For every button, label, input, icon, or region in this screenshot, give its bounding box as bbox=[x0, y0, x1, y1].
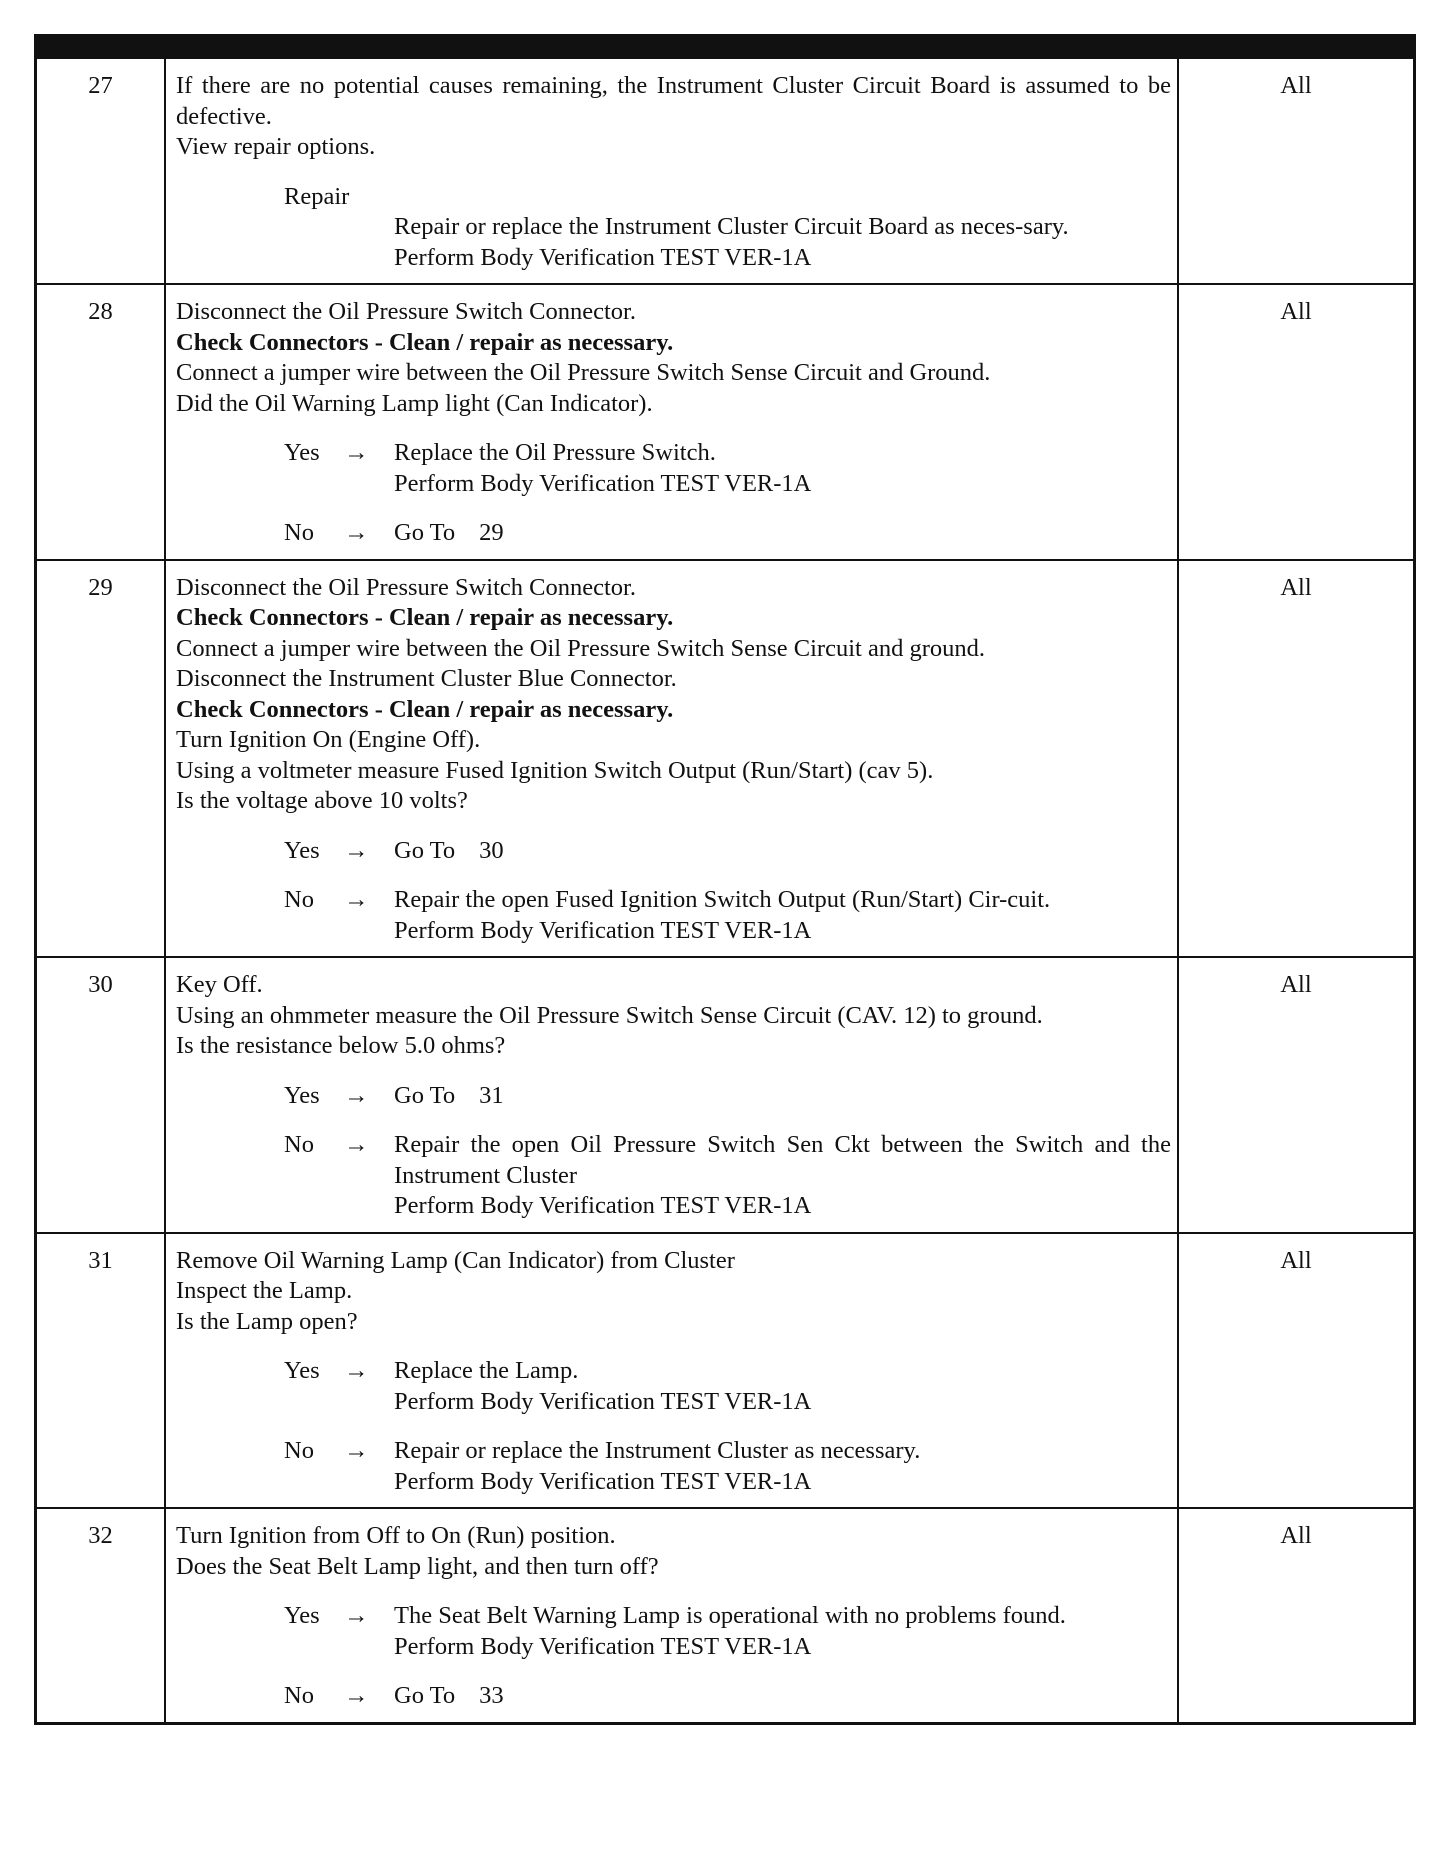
goto-step-number: 31 bbox=[479, 1081, 504, 1109]
yes-outcome bbox=[284, 438, 1171, 499]
result-line: Repair the open Oil Pressure Switch Sen Ckt between the Switch and the Instrument Cluster bbox=[394, 1131, 1171, 1189]
instruction-line: Is the Lamp open? bbox=[176, 1307, 358, 1335]
yes-label: Yes bbox=[284, 836, 320, 864]
no-label: No bbox=[284, 1682, 314, 1709]
result-line: Repair the open Fused Ignition Switch Output (Run/Start) Cir-cuit. bbox=[394, 886, 1051, 913]
step-number: 31 bbox=[37, 1233, 165, 1509]
arrow-icon: → bbox=[344, 1131, 369, 1158]
table-row bbox=[37, 1508, 1413, 1722]
instruction-line: Key Off. bbox=[176, 971, 263, 998]
instruction-line: Did the Oil Warning Lamp light (Can Indicator). bbox=[176, 389, 653, 417]
instruction-line: Disconnect the Oil Pressure Switch Connector. bbox=[176, 573, 636, 601]
check-connectors-note: Check Connectors - Clean / repair as necessary. bbox=[176, 328, 674, 356]
no-label: No bbox=[284, 1437, 314, 1464]
no-label: No bbox=[284, 1131, 314, 1158]
step-instructions bbox=[165, 1233, 1178, 1509]
yes-result bbox=[394, 1356, 1171, 1417]
arrow-icon: → bbox=[344, 1602, 369, 1629]
step-instructions bbox=[165, 284, 1178, 560]
instruction-line: Using an ohmmeter measure the Oil Pressure Switch Sense Circuit (CAV. 12) to ground. bbox=[176, 1001, 1043, 1029]
step-instructions bbox=[165, 957, 1178, 1233]
instruction-line: Turn Ignition On (Engine Off). bbox=[176, 726, 481, 753]
arrow-icon: → bbox=[344, 1357, 369, 1384]
no-outcome bbox=[284, 1681, 1171, 1712]
table-row bbox=[37, 284, 1413, 560]
diagnostic-test-table bbox=[34, 34, 1416, 1725]
result-line: Perform Body Verification TEST VER-1A bbox=[394, 1192, 812, 1219]
arrow-icon: → bbox=[344, 1081, 369, 1109]
applicability: All bbox=[1178, 284, 1413, 560]
result-line: Perform Body Verification TEST VER-1A bbox=[394, 1467, 812, 1495]
arrow-icon: → bbox=[344, 439, 369, 466]
steps-table-body bbox=[37, 59, 1413, 1722]
table-row bbox=[37, 1233, 1413, 1509]
applicability: All bbox=[1178, 560, 1413, 958]
step-instructions bbox=[165, 59, 1178, 284]
arrow-icon: → bbox=[344, 1437, 369, 1464]
result-line: Perform Body Verification TEST VER-1A bbox=[394, 916, 812, 944]
goto-label: Go To bbox=[394, 1081, 456, 1109]
goto-step-number: 33 bbox=[479, 1682, 504, 1709]
step-number: 27 bbox=[37, 59, 165, 284]
result-line: The Seat Belt Warning Lamp is operational with no problems found. bbox=[394, 1602, 1066, 1629]
table-header-bar bbox=[37, 37, 1413, 59]
check-connectors-note: Check Connectors - Clean / repair as necessary. bbox=[176, 695, 674, 723]
repair-line: Perform Body Verification TEST VER-1A bbox=[394, 243, 812, 271]
table-row bbox=[37, 957, 1413, 1233]
yes-outcome bbox=[284, 1601, 1171, 1662]
arrow-icon: → bbox=[344, 836, 369, 864]
no-label: No bbox=[284, 519, 314, 546]
result-line: Perform Body Verification TEST VER-1A bbox=[394, 1387, 812, 1415]
no-outcome bbox=[284, 1436, 1171, 1497]
repair-instructions bbox=[394, 212, 1171, 273]
arrow-icon: → bbox=[344, 519, 369, 546]
yes-label: Yes bbox=[284, 1602, 320, 1629]
instruction-line: Using a voltmeter measure Fused Ignition Switch Output (Run/Start) (cav 5). bbox=[176, 756, 934, 784]
applicability: All bbox=[1178, 59, 1413, 284]
goto-label: Go To bbox=[394, 1682, 456, 1709]
instruction-line: Is the resistance below 5.0 ohms? bbox=[176, 1032, 506, 1059]
no-result bbox=[394, 1436, 1171, 1497]
yes-outcome bbox=[284, 1356, 1171, 1417]
goto-step-number: 30 bbox=[479, 836, 504, 864]
no-outcome bbox=[284, 885, 1171, 946]
instruction-line: Connect a jumper wire between the Oil Pressure Switch Sense Circuit and Ground. bbox=[176, 359, 991, 386]
result-line: Replace the Lamp. bbox=[394, 1357, 579, 1384]
goto-step-number: 29 bbox=[479, 519, 504, 546]
check-connectors-note: Check Connectors - Clean / repair as necessary. bbox=[176, 604, 674, 631]
yes-label: Yes bbox=[284, 1357, 320, 1384]
goto-label: Go To bbox=[394, 836, 456, 864]
result-line: Perform Body Verification TEST VER-1A bbox=[394, 469, 812, 497]
instruction-line: View repair options. bbox=[176, 133, 376, 160]
applicability: All bbox=[1178, 1508, 1413, 1722]
no-label: No bbox=[284, 886, 314, 913]
yes-label: Yes bbox=[284, 439, 320, 466]
instruction-line: Remove Oil Warning Lamp (Can Indicator) from Cluster bbox=[176, 1246, 735, 1274]
result-line: Perform Body Verification TEST VER-1A bbox=[394, 1632, 812, 1660]
table-row bbox=[37, 560, 1413, 958]
step-instructions bbox=[165, 1508, 1178, 1722]
no-outcome bbox=[284, 518, 1171, 549]
result-line: Repair or replace the Instrument Cluster as necessary. bbox=[394, 1437, 921, 1464]
step-number: 28 bbox=[37, 284, 165, 560]
no-result bbox=[394, 1130, 1171, 1222]
no-result bbox=[394, 885, 1171, 946]
goto-label: Go To bbox=[394, 519, 456, 546]
step-number: 32 bbox=[37, 1508, 165, 1722]
instruction-line: Is the voltage above 10 volts? bbox=[176, 787, 468, 814]
arrow-icon: → bbox=[344, 886, 369, 913]
repair-line: Repair or replace the Instrument Cluster Circuit Board as neces-sary. bbox=[394, 213, 1069, 240]
no-result bbox=[394, 1681, 1171, 1712]
instruction-line: Turn Ignition from Off to On (Run) position. bbox=[176, 1522, 616, 1549]
arrow-icon: → bbox=[344, 1682, 369, 1709]
step-number: 29 bbox=[37, 560, 165, 958]
instruction-line: If there are no potential causes remaining, the Instrument Cluster Circuit Board is assumed to be defective. bbox=[176, 72, 1171, 130]
applicability: All bbox=[1178, 957, 1413, 1233]
instruction-line: Disconnect the Instrument Cluster Blue Connector. bbox=[176, 665, 677, 692]
yes-label: Yes bbox=[284, 1081, 320, 1109]
step-instructions bbox=[165, 560, 1178, 958]
repair-options bbox=[284, 182, 1171, 274]
instruction-line: Connect a jumper wire between the Oil Pressure Switch Sense Circuit and ground. bbox=[176, 634, 985, 662]
instruction-line: Does the Seat Belt Lamp light, and then turn off? bbox=[176, 1552, 659, 1580]
yes-outcome bbox=[284, 836, 1171, 867]
table-row bbox=[37, 59, 1413, 284]
yes-result bbox=[394, 1601, 1171, 1662]
result-line: Replace the Oil Pressure Switch. bbox=[394, 439, 716, 466]
no-result bbox=[394, 518, 1171, 549]
steps-table bbox=[37, 59, 1413, 1722]
no-outcome bbox=[284, 1130, 1171, 1222]
applicability: All bbox=[1178, 1233, 1413, 1509]
yes-result bbox=[394, 438, 1171, 499]
repair-label: Repair bbox=[284, 182, 350, 210]
yes-result bbox=[394, 1081, 1171, 1112]
step-number: 30 bbox=[37, 957, 165, 1233]
instruction-line: Inspect the Lamp. bbox=[176, 1277, 353, 1304]
yes-outcome bbox=[284, 1081, 1171, 1112]
instruction-line: Disconnect the Oil Pressure Switch Connector. bbox=[176, 298, 636, 325]
yes-result bbox=[394, 836, 1171, 867]
